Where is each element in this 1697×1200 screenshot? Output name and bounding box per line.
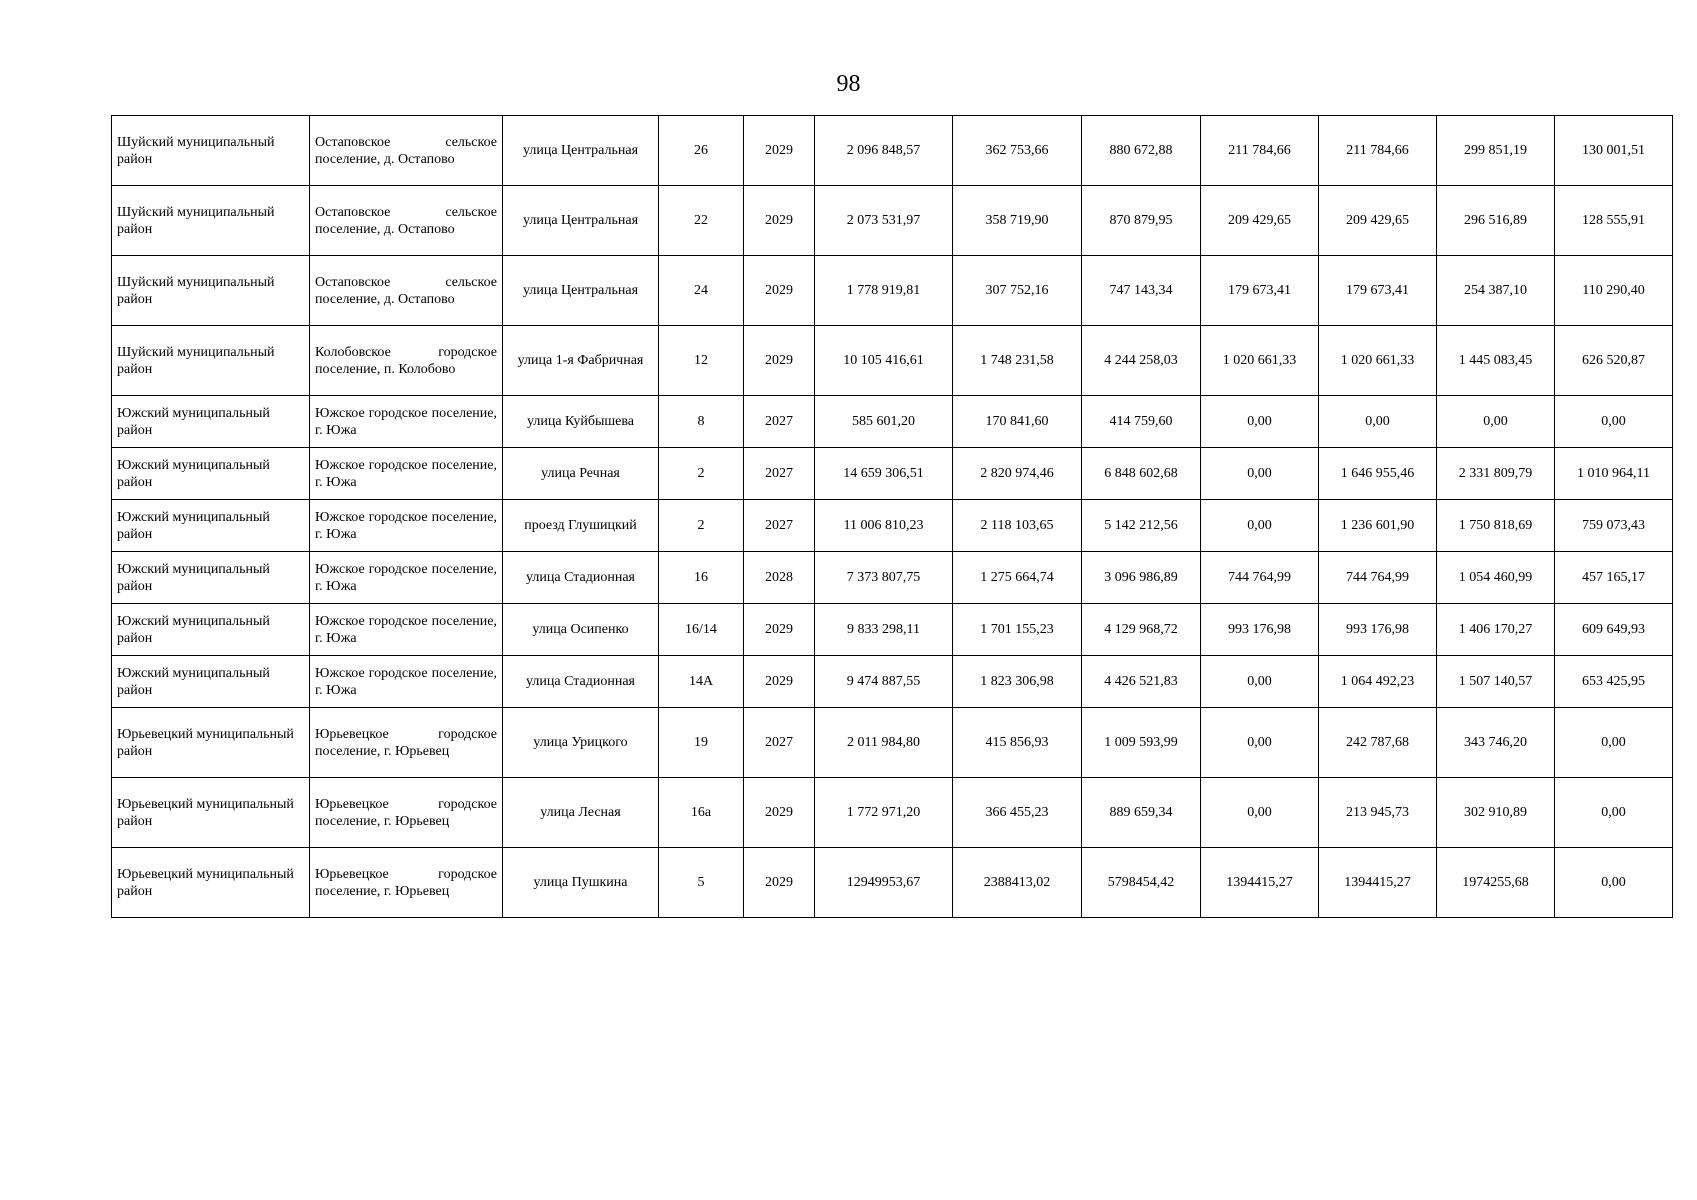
year-cell: 2027 [744,448,815,500]
house-cell: 22 [659,186,744,256]
value-cell-3: 870 879,95 [1082,186,1201,256]
value-cell-2: 415 856,93 [953,708,1082,778]
value-cell-5: 242 787,68 [1319,708,1437,778]
settlement-cell: Южское городское поселение, г. Южа [310,604,503,656]
value-cell-7: 130 001,51 [1555,116,1673,186]
value-cell-6: 296 516,89 [1437,186,1555,256]
value-cell-5: 993 176,98 [1319,604,1437,656]
value-cell-3: 880 672,88 [1082,116,1201,186]
value-cell-7: 626 520,87 [1555,326,1673,396]
value-cell-5: 1 064 492,23 [1319,656,1437,708]
street-cell: улица Центральная [503,116,659,186]
house-cell: 26 [659,116,744,186]
table-row [112,396,1673,448]
value-cell-6: 2 331 809,79 [1437,448,1555,500]
value-cell-2: 2 118 103,65 [953,500,1082,552]
district-cell: Южский муниципальный район [112,396,310,448]
district-cell: Южский муниципальный район [112,448,310,500]
year-cell: 2029 [744,848,815,918]
value-cell-5: 211 784,66 [1319,116,1437,186]
settlement-cell: Юрьевецкое городское поселение, г. Юрьевец [310,848,503,918]
total-cost-cell: 11 006 810,23 [815,500,953,552]
year-cell: 2029 [744,778,815,848]
value-cell-7: 609 649,93 [1555,604,1673,656]
table-row [112,116,1673,186]
value-cell-7: 759 073,43 [1555,500,1673,552]
total-cost-cell: 12949953,67 [815,848,953,918]
total-cost-cell: 7 373 807,75 [815,552,953,604]
value-cell-3: 5798454,42 [1082,848,1201,918]
table-body [112,116,1673,918]
year-cell: 2029 [744,186,815,256]
value-cell-2: 366 455,23 [953,778,1082,848]
house-cell: 5 [659,848,744,918]
value-cell-3: 1 009 593,99 [1082,708,1201,778]
value-cell-5: 209 429,65 [1319,186,1437,256]
district-cell: Шуйский муниципальный район [112,186,310,256]
value-cell-4: 1394415,27 [1201,848,1319,918]
value-cell-7: 0,00 [1555,396,1673,448]
value-cell-6: 1 406 170,27 [1437,604,1555,656]
value-cell-5: 1394415,27 [1319,848,1437,918]
table-row [112,500,1673,552]
street-cell: улица Пушкина [503,848,659,918]
district-cell: Южский муниципальный район [112,500,310,552]
year-cell: 2029 [744,604,815,656]
street-cell: улица Лесная [503,778,659,848]
value-cell-5: 1 646 955,46 [1319,448,1437,500]
value-cell-3: 4 426 521,83 [1082,656,1201,708]
total-cost-cell: 2 096 848,57 [815,116,953,186]
value-cell-2: 362 753,66 [953,116,1082,186]
value-cell-6: 254 387,10 [1437,256,1555,326]
street-cell: улица Урицкого [503,708,659,778]
street-cell: улица Центральная [503,186,659,256]
house-cell: 8 [659,396,744,448]
total-cost-cell: 9 474 887,55 [815,656,953,708]
street-cell: улица Стадионная [503,656,659,708]
value-cell-7: 128 555,91 [1555,186,1673,256]
value-cell-4: 0,00 [1201,656,1319,708]
value-cell-6: 299 851,19 [1437,116,1555,186]
value-cell-2: 170 841,60 [953,396,1082,448]
value-cell-3: 4 129 968,72 [1082,604,1201,656]
year-cell: 2027 [744,708,815,778]
value-cell-7: 110 290,40 [1555,256,1673,326]
district-cell: Южский муниципальный район [112,604,310,656]
value-cell-4: 0,00 [1201,448,1319,500]
value-cell-2: 2 820 974,46 [953,448,1082,500]
table-row [112,448,1673,500]
street-cell: улица Куйбышева [503,396,659,448]
value-cell-2: 1 823 306,98 [953,656,1082,708]
value-cell-3: 4 244 258,03 [1082,326,1201,396]
value-cell-4: 1 020 661,33 [1201,326,1319,396]
settlement-cell: Остаповское сельское поселение, д. Остапово [310,116,503,186]
value-cell-7: 0,00 [1555,848,1673,918]
value-cell-2: 307 752,16 [953,256,1082,326]
value-cell-5: 213 945,73 [1319,778,1437,848]
street-cell: проезд Глушицкий [503,500,659,552]
table-row [112,604,1673,656]
value-cell-3: 414 759,60 [1082,396,1201,448]
street-cell: улица Стадионная [503,552,659,604]
table-row [112,186,1673,256]
value-cell-6: 343 746,20 [1437,708,1555,778]
settlement-cell: Остаповское сельское поселение, д. Остапово [310,256,503,326]
total-cost-cell: 14 659 306,51 [815,448,953,500]
district-cell: Юрьевецкий муниципальный район [112,848,310,918]
value-cell-4: 179 673,41 [1201,256,1319,326]
house-cell: 19 [659,708,744,778]
value-cell-3: 3 096 986,89 [1082,552,1201,604]
value-cell-6: 1974255,68 [1437,848,1555,918]
year-cell: 2029 [744,656,815,708]
value-cell-7: 0,00 [1555,708,1673,778]
settlement-cell: Южское городское поселение, г. Южа [310,656,503,708]
settlement-cell: Южское городское поселение, г. Южа [310,500,503,552]
house-cell: 24 [659,256,744,326]
table-row [112,656,1673,708]
settlement-cell: Южское городское поселение, г. Южа [310,396,503,448]
value-cell-5: 1 020 661,33 [1319,326,1437,396]
value-cell-4: 0,00 [1201,708,1319,778]
year-cell: 2028 [744,552,815,604]
street-cell: улица Центральная [503,256,659,326]
value-cell-7: 0,00 [1555,778,1673,848]
value-cell-5: 179 673,41 [1319,256,1437,326]
total-cost-cell: 585 601,20 [815,396,953,448]
value-cell-3: 6 848 602,68 [1082,448,1201,500]
value-cell-6: 1 750 818,69 [1437,500,1555,552]
table-row [112,326,1673,396]
settlement-cell: Юрьевецкое городское поселение, г. Юрьевец [310,778,503,848]
year-cell: 2027 [744,396,815,448]
house-cell: 16а [659,778,744,848]
street-cell: улица 1-я Фабричная [503,326,659,396]
house-cell: 14А [659,656,744,708]
value-cell-3: 5 142 212,56 [1082,500,1201,552]
value-cell-4: 0,00 [1201,778,1319,848]
house-cell: 16/14 [659,604,744,656]
district-cell: Шуйский муниципальный район [112,116,310,186]
settlement-cell: Остаповское сельское поселение, д. Остапово [310,186,503,256]
district-cell: Шуйский муниципальный район [112,256,310,326]
value-cell-7: 457 165,17 [1555,552,1673,604]
district-cell: Южский муниципальный район [112,552,310,604]
value-cell-5: 0,00 [1319,396,1437,448]
value-cell-2: 2388413,02 [953,848,1082,918]
value-cell-4: 993 176,98 [1201,604,1319,656]
value-cell-3: 889 659,34 [1082,778,1201,848]
settlement-cell: Колобовское городское поселение, п. Колобово [310,326,503,396]
year-cell: 2029 [744,116,815,186]
value-cell-3: 747 143,34 [1082,256,1201,326]
total-cost-cell: 2 011 984,80 [815,708,953,778]
settlement-cell: Юрьевецкое городское поселение, г. Юрьевец [310,708,503,778]
value-cell-5: 744 764,99 [1319,552,1437,604]
housing-repair-table [111,115,1673,918]
value-cell-4: 744 764,99 [1201,552,1319,604]
value-cell-7: 653 425,95 [1555,656,1673,708]
value-cell-5: 1 236 601,90 [1319,500,1437,552]
house-cell: 16 [659,552,744,604]
table-row [112,256,1673,326]
value-cell-4: 0,00 [1201,500,1319,552]
table-row [112,848,1673,918]
street-cell: улица Осипенко [503,604,659,656]
district-cell: Южский муниципальный район [112,656,310,708]
district-cell: Юрьевецкий муниципальный район [112,778,310,848]
value-cell-2: 1 748 231,58 [953,326,1082,396]
total-cost-cell: 1 772 971,20 [815,778,953,848]
value-cell-2: 1 701 155,23 [953,604,1082,656]
value-cell-4: 209 429,65 [1201,186,1319,256]
value-cell-4: 211 784,66 [1201,116,1319,186]
value-cell-7: 1 010 964,11 [1555,448,1673,500]
value-cell-2: 358 719,90 [953,186,1082,256]
value-cell-6: 0,00 [1437,396,1555,448]
value-cell-4: 0,00 [1201,396,1319,448]
year-cell: 2029 [744,256,815,326]
value-cell-6: 302 910,89 [1437,778,1555,848]
settlement-cell: Южское городское поселение, г. Южа [310,552,503,604]
year-cell: 2029 [744,326,815,396]
value-cell-6: 1 507 140,57 [1437,656,1555,708]
district-cell: Юрьевецкий муниципальный район [112,708,310,778]
table-row [112,708,1673,778]
house-cell: 2 [659,500,744,552]
total-cost-cell: 10 105 416,61 [815,326,953,396]
house-cell: 2 [659,448,744,500]
table-row [112,552,1673,604]
table-row [112,778,1673,848]
district-cell: Шуйский муниципальный район [112,326,310,396]
year-cell: 2027 [744,500,815,552]
settlement-cell: Южское городское поселение, г. Южа [310,448,503,500]
total-cost-cell: 9 833 298,11 [815,604,953,656]
page-number: 98 [836,71,861,97]
house-cell: 12 [659,326,744,396]
value-cell-6: 1 054 460,99 [1437,552,1555,604]
value-cell-2: 1 275 664,74 [953,552,1082,604]
total-cost-cell: 1 778 919,81 [815,256,953,326]
total-cost-cell: 2 073 531,97 [815,186,953,256]
value-cell-6: 1 445 083,45 [1437,326,1555,396]
street-cell: улица Речная [503,448,659,500]
